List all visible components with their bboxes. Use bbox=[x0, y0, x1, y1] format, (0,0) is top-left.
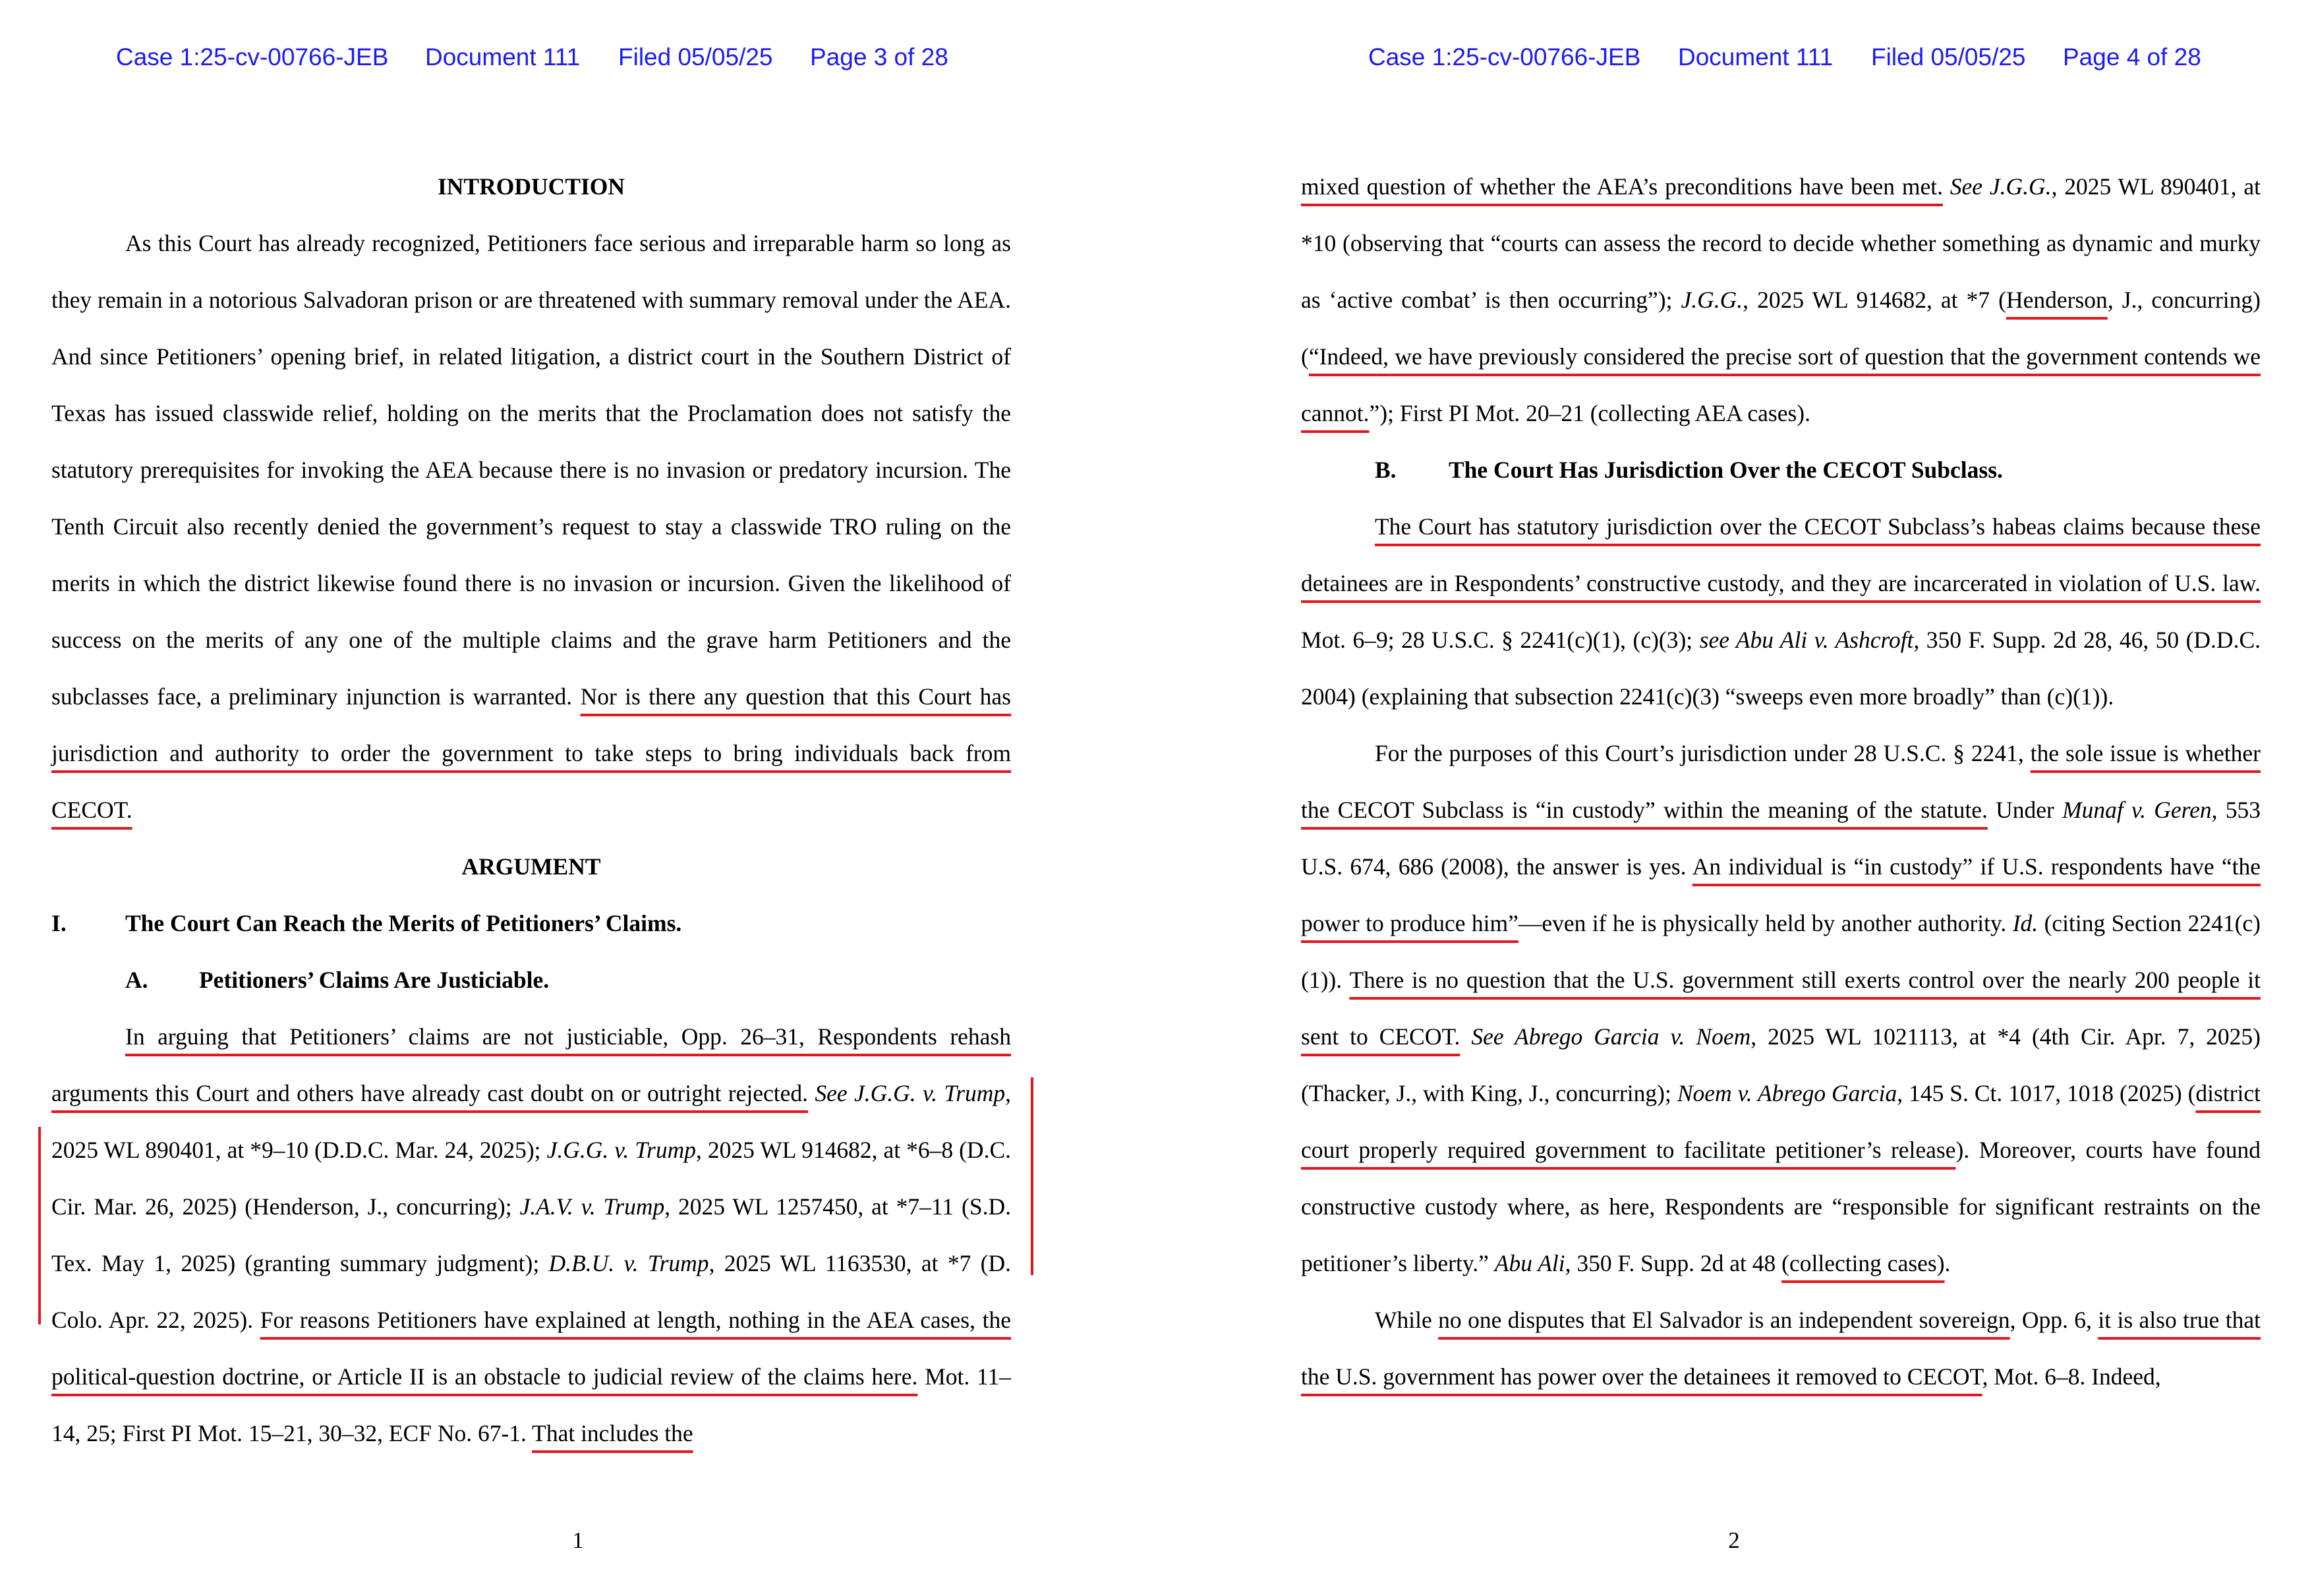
page-body bbox=[1301, 158, 2261, 1405]
heading-section-A: A. Petitioners’ Claims Are Justiciable. bbox=[125, 967, 550, 993]
page-number: 2 bbox=[1728, 1527, 1740, 1553]
document-number: Document 111 bbox=[1678, 43, 1834, 71]
page-indicator: Page 4 of 28 bbox=[2063, 43, 2201, 71]
filed-date: Filed 05/05/25 bbox=[1871, 43, 2026, 71]
page-indicator: Page 3 of 28 bbox=[810, 43, 948, 71]
continued-paragraph: mixed question of whether the AEA’s preconditions have been met. See J.G.G., 2025 WL 890401, at *10 (observing that “courts can assess the record to decide whether something as dynamic and murky as ‘active combat’ is then occurring”); J.G.G., 2025 WL 914682, at *7 (Henderson, J., concurring) (“Indeed, we have previously considered the precise sort of question that the government contends we cannot.”); First PI Mot. 20–21 (collecting AEA cases). bbox=[1301, 173, 2261, 426]
page-body bbox=[51, 158, 1011, 1462]
document-number: Document 111 bbox=[425, 43, 581, 71]
heading-section-B: B. The Court Has Jurisdiction Over the CECOT Subclass. bbox=[1375, 457, 2003, 483]
underlined-text: Nor is there any question that this Court has jurisdiction and authority to order the government to take steps to bring individuals back from CECOT. bbox=[51, 683, 1011, 823]
page-number: 1 bbox=[572, 1527, 584, 1553]
sovereign-paragraph: While no one disputes that El Salvador is an independent sovereign, Opp. 6, it is also true that the U.S. government has power over the detainees it removed to CECOT, Mot. 6–8. Indeed, bbox=[1301, 1307, 2261, 1390]
heading-introduction: INTRODUCTION bbox=[437, 173, 625, 200]
heading-section-I: I. The Court Can Reach the Merits of Petitioners’ Claims. bbox=[51, 910, 682, 936]
case-number: Case 1:25-cv-00766-JEB bbox=[116, 43, 389, 71]
case-number: Case 1:25-cv-00766-JEB bbox=[1368, 43, 1641, 71]
document-page-right bbox=[1156, 0, 2312, 1596]
filed-date: Filed 05/05/25 bbox=[618, 43, 773, 71]
margin-mark-right bbox=[1031, 1077, 1033, 1275]
argument-paragraph: In arguing that Petitioners’ claims are not justiciable, Opp. 26–31, Respondents rehash arguments this Court and others have already cast doubt on or outright rejected. See J.G.G. v. Trump, 2025 WL 890401, at *9–10 (D.D.C. Mar. 24, 2025); J.G.G. v. Trump, 2025 WL 914682, at *6–8 (D.C. Cir. Mar. 26, 2025) (Henderson, J., concurring); J.A.V. v. Trump, 2025 WL 1257450, at *7–11 (S.D. Tex. May 1, 2025) (granting summary judgment); D.B.U. v. Trump, 2025 WL 1163530, at *7 (D. Colo. Apr. 22, 2025). For reasons Petitioners have explained at length, nothing in the AEA cases, the political-question doctrine, or Article II is an obstacle to judicial review of the claims here. Mot. 11–14, 25; First PI Mot. 15–21, 30–32, ECF No. 67-1. That includes the bbox=[51, 1023, 1012, 1446]
ecf-header bbox=[1156, 43, 2312, 76]
margin-mark-left bbox=[38, 1127, 41, 1325]
jurisdiction-paragraph: The Court has statutory jurisdiction over the CECOT Subclass’s habeas claims because these detainees are in Respondents’ constructive custody, and they are incarcerated in violation of U.S. law. Mot. 6–9; 28 U.S.C. § 2241(c)(1), (c)(3); see Abu Ali v. Ashcroft, 350 F. Supp. 2d 28, 46, 50 (D.D.C. 2004) (explaining that subsection 2241(c)(3) “sweeps even more broadly” than (c)(1)). bbox=[1301, 513, 2261, 710]
intro-paragraph: As this Court has already recognized, Petitioners face serious and irreparable harm so long as they remain in a notorious Salvadoran prison or are threatened with summary removal under the AEA. And since Petitioners’ opening brief, in related litigation, a district court in the Southern District of Texas has issued classwide relief, holding on the merits that the Proclamation does not satisfy the statutory prerequisites for invoking the AEA because there is no invasion or predatory incursion. The Tenth Circuit also recently denied the government’s request to stay a classwide TRO ruling on the merits in which the district likewise found there is no invasion or incursion. Given the likelihood of success on the merits of any one of the multiple claims and the grave harm Petitioners and the subclasses face, a preliminary injunction is warranted. Nor is there any question that this Court has jurisdiction and authority to order the government to take steps to bring individuals back from CECOT. bbox=[51, 230, 1011, 823]
ecf-header bbox=[0, 43, 1156, 76]
heading-argument: ARGUMENT bbox=[461, 853, 601, 880]
custody-paragraph: For the purposes of this Court’s jurisdiction under 28 U.S.C. § 2241, the sole issue is whether the CECOT Subclass is “in custody” within the meaning of the statute. Under Munaf v. Geren, 553 U.S. 674, 686 (2008), the answer is yes. An individual is “in custody” if U.S. respondents have “the power to produce him”—even if he is physically held by another authority. Id. (citing Section 2241(c)(1)). There is no question that the U.S. government still exerts control over the nearly 200 people it sent to CECOT. See Abrego Garcia v. Noem, 2025 WL 1021113, at *4 (4th Cir. Apr. 7, 2025) (Thacker, J., with King, J., concurring); Noem v. Abrego Garcia, 145 S. Ct. 1017, 1018 (2025) (district court properly required government to facilitate petitioner’s release). Moreover, courts have found constructive custody where, as here, Respondents are “responsible for significant restraints on the petitioner’s liberty.” Abu Ali, 350 F. Supp. 2d at 48 (collecting cases). bbox=[1301, 740, 2261, 1276]
